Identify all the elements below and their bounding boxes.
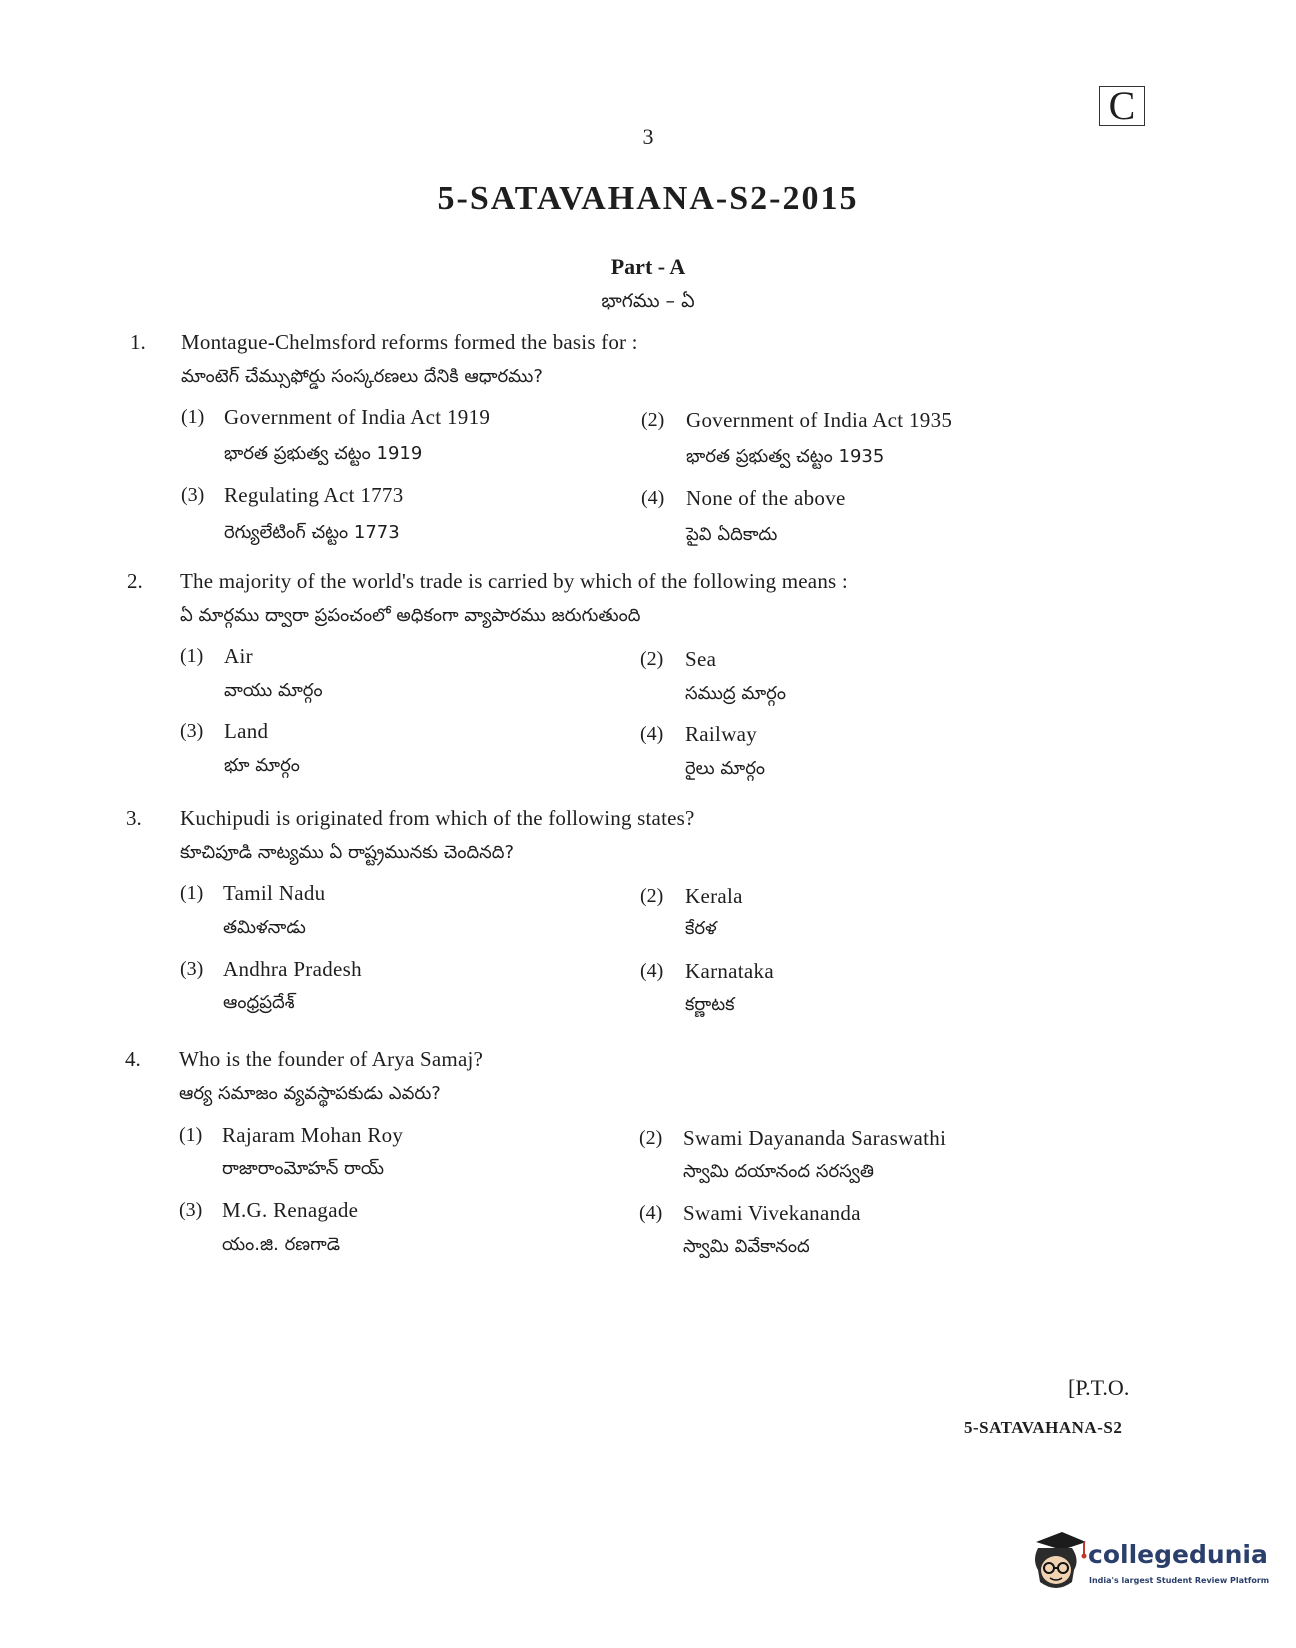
collegedunia-logo-text: collegedunia [1088, 1540, 1268, 1569]
question-1-text: Montague-Chelmsford reforms formed the basis for : [181, 330, 638, 354]
q2-option-4-text: Railway [685, 722, 758, 746]
q4-option-3-telugu: యం.జి. రణగాడె [222, 1234, 341, 1255]
q2-option-4-number: (4) [640, 723, 664, 745]
q2-option-2-telugu: సముద్ర మార్గం [685, 683, 786, 704]
q1-option-2-telugu: భారత ప్రభుత్వ చట్టం 1935 [686, 446, 885, 467]
question-1-text-telugu: మాంటెగ్ చేమ్సుఫోర్డు సంస్కరణలు దేనికి ఆధారము? [181, 366, 543, 387]
q3-option-2-number: (2) [640, 885, 664, 907]
question-4-text-telugu: ఆర్య సమాజం వ్యవస్థాపకుడు ఎవరు? [179, 1083, 441, 1104]
q3-option-1-text: Tamil Nadu [223, 881, 326, 905]
q4-option-3-number: (3) [179, 1199, 203, 1221]
question-2-text-telugu: ఏ మార్గము ద్వారా ప్రపంచంలో అధికంగా వ్యాపారము జరుగుతుంది [180, 605, 641, 626]
q4-option-1-telugu: రాజారాంమోహన్ రాయ్ [222, 1158, 385, 1179]
question-2-number: 2. [127, 569, 143, 593]
footer-paper-code: 5-SATAVAHANA-S2 [964, 1418, 1123, 1437]
q1-option-1-text: Government of India Act 1919 [224, 405, 491, 429]
q1-option-3-text: Regulating Act 1773 [224, 483, 404, 507]
q3-option-1-telugu: తమిళనాడు [223, 917, 306, 938]
question-4-text: Who is the founder of Arya Samaj? [179, 1047, 484, 1071]
q1-option-4-telugu: పైవి ఏదికాదు [686, 524, 778, 545]
q1-option-2-text: Government of India Act 1935 [686, 408, 953, 432]
q3-option-4-telugu: కర్ణాటక [685, 994, 735, 1015]
q2-option-2-text: Sea [685, 647, 717, 671]
q2-option-1-telugu: వాయు మార్గం [224, 680, 323, 701]
q4-option-4-telugu: స్వామి వివేకానంద [683, 1236, 810, 1257]
question-3-text: Kuchipudi is originated from which of the following states? [180, 806, 695, 830]
page-number: 3 [642, 124, 654, 149]
q3-option-4-text: Karnataka [685, 959, 774, 983]
q1-option-3-telugu: రెగ్యులేటింగ్ చట్టం 1773 [224, 522, 400, 543]
q2-option-2-number: (2) [640, 648, 664, 670]
question-2-text: The majority of the world's trade is carried by which of the following means : [180, 569, 848, 593]
q4-option-2-text: Swami Dayananda Saraswathi [683, 1126, 947, 1150]
q4-option-4-number: (4) [639, 1202, 663, 1224]
q3-option-2-text: Kerala [685, 884, 743, 908]
q4-option-4-text: Swami Vivekananda [683, 1201, 861, 1225]
q1-option-4-number: (4) [641, 487, 665, 509]
student-mascot-icon [1026, 1530, 1088, 1600]
please-turn-over: [P.T.O. [1068, 1375, 1130, 1400]
q3-option-1-number: (1) [180, 882, 204, 904]
q4-option-1-number: (1) [179, 1124, 203, 1146]
question-4-number: 4. [125, 1047, 141, 1071]
q1-option-2-number: (2) [641, 409, 665, 431]
q3-option-3-number: (3) [180, 958, 204, 980]
q3-option-2-telugu: కేరళ [685, 918, 717, 939]
q3-option-3-telugu: ఆంధ్రప్రదేశ్ [223, 992, 295, 1013]
part-heading-telugu: భాగము – ఏ [601, 290, 695, 312]
q4-option-1-text: Rajaram Mohan Roy [222, 1123, 404, 1147]
q4-option-3-text: M.G. Renagade [222, 1198, 359, 1222]
set-code-box: C [1099, 86, 1145, 126]
q2-option-1-text: Air [224, 644, 253, 668]
collegedunia-tagline: India's largest Student Review Platform [1089, 1576, 1270, 1585]
q1-option-1-telugu: భారత ప్రభుత్వ చట్టం 1919 [224, 443, 423, 464]
q3-option-4-number: (4) [640, 960, 664, 982]
q2-option-1-number: (1) [180, 645, 204, 667]
paper-title: 5-SATAVAHANA-S2-2015 [437, 180, 859, 217]
q3-option-3-text: Andhra Pradesh [223, 957, 362, 981]
q1-option-4-text: None of the above [686, 486, 846, 510]
q2-option-3-number: (3) [180, 720, 204, 742]
q1-option-1-number: (1) [181, 406, 205, 428]
q2-option-3-telugu: భూ మార్గం [224, 755, 300, 776]
part-heading: Part - A [610, 254, 686, 279]
question-3-text-telugu: కూచిపూడి నాట్యము ఏ రాష్ట్రమునకు చెందినది? [180, 842, 515, 863]
question-3-number: 3. [126, 806, 142, 830]
q1-option-3-number: (3) [181, 484, 205, 506]
question-1-number: 1. [130, 330, 146, 354]
q2-option-3-text: Land [224, 719, 269, 743]
q4-option-2-telugu: స్వామి దయానంద సరస్వతి [683, 1161, 874, 1182]
q2-option-4-telugu: రైలు మార్గం [685, 758, 766, 779]
q4-option-2-number: (2) [639, 1127, 663, 1149]
